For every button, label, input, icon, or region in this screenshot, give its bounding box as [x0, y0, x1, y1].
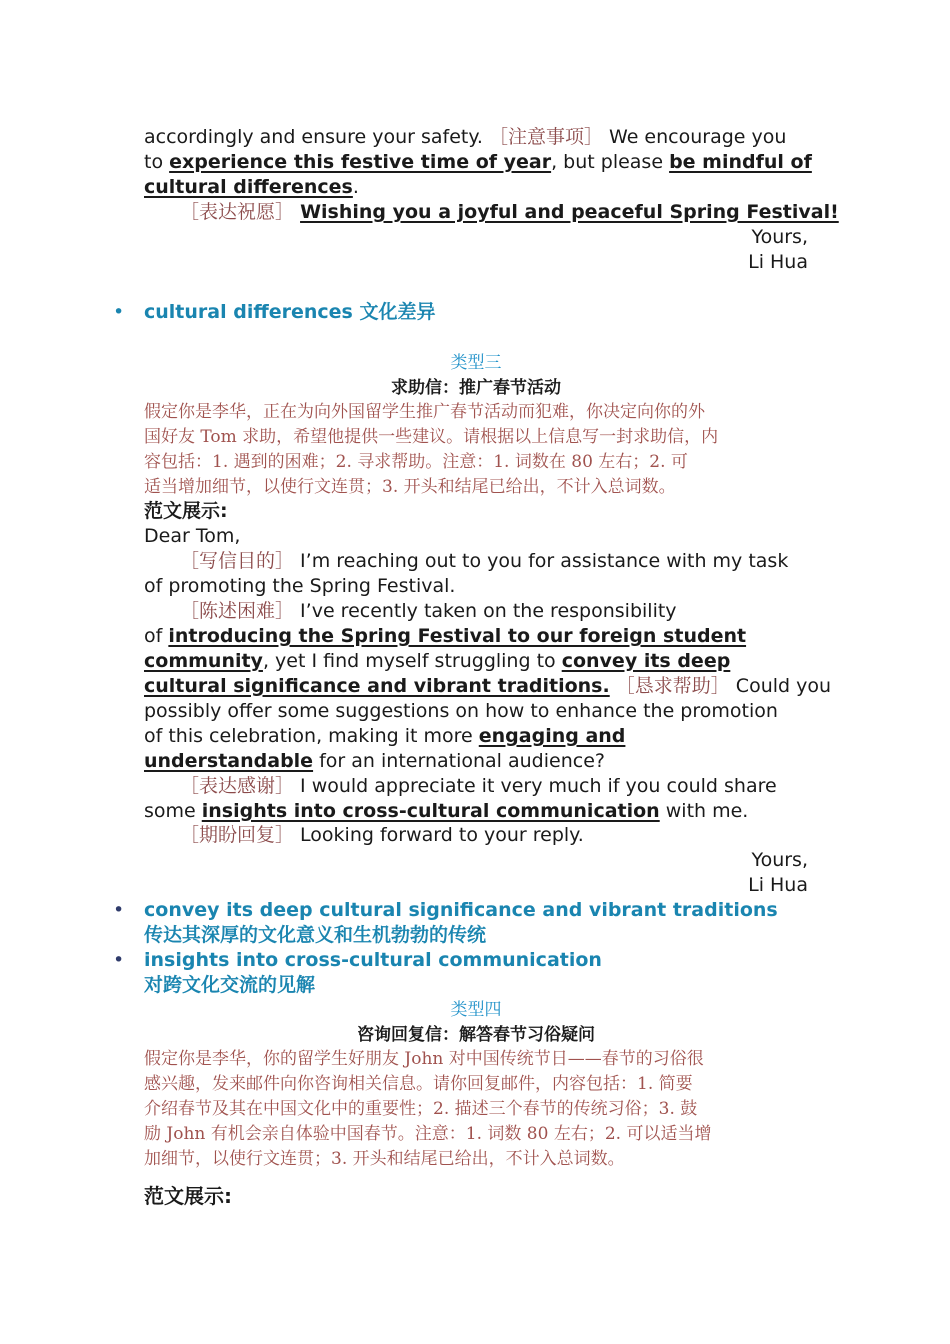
signature: Li Hua [748, 251, 808, 273]
section-tag: ［陈述困难］ [180, 600, 295, 622]
section-title: 类型四 [450, 1000, 502, 1020]
text: Could you [729, 675, 832, 697]
vocab-en: convey its deep cultural significance and vibrant traditions [144, 899, 778, 921]
closing: Yours, [751, 226, 808, 248]
task-line: 适当增加细节，以使行文连贯；3. 开头和结尾已给出，不计入总词数。 [144, 477, 676, 497]
text: We encourage you [602, 126, 787, 148]
letter-line: of promoting the Spring Festival. [144, 575, 456, 597]
bullet: • [113, 301, 125, 323]
task-line: 加细节，以使行文连贯；3. 开头和结尾已给出，不计入总词数。 [144, 1149, 625, 1169]
task-line: 国好友 Tom 求助，希望他提供一些建议。请根据以上信息写一封求助信，内 [144, 427, 719, 447]
text: , yet I find myself struggling to [262, 650, 562, 672]
bullet: • [113, 949, 125, 971]
closing: Yours, [751, 849, 808, 871]
vocab-cn: 文化差异 [359, 301, 436, 323]
greeting: Dear Tom, [144, 525, 241, 547]
key-phrase: introducing the Spring Festival to our foreign student [168, 625, 747, 647]
text: of this celebration, making it more [144, 725, 479, 747]
letter-line [144, 175, 808, 200]
sample-label: 范文展示: [144, 500, 228, 522]
section-tag: ［恳求帮助］ [609, 675, 730, 697]
task-line: 假定你是李华，正在为向外国留学生推广春节活动而犯难，你决定向你的外 [144, 402, 705, 422]
vocab-cn: 传达其深厚的文化意义和生机勃勃的传统 [144, 924, 487, 946]
vocab-item [144, 300, 808, 325]
letter-line [144, 749, 808, 774]
section-tag: ［注意事项］ [488, 126, 603, 148]
text: . [352, 176, 359, 198]
section-tag: ［表达感谢］ [180, 775, 295, 797]
letter-line [180, 774, 808, 799]
vocab-cn: 对跨文化交流的见解 [144, 974, 316, 996]
letter-line [144, 150, 812, 175]
key-phrase: engaging and [478, 725, 626, 747]
text: I would appreciate it very much if you could share [294, 775, 777, 797]
vocab-en: insights into cross-cultural communication [144, 949, 602, 971]
text: I’m reaching out to you for assistance with my task [294, 550, 789, 572]
letter-line [144, 624, 808, 649]
letter-line [180, 599, 808, 624]
text: for an international audience? [313, 750, 605, 772]
letter-line [180, 200, 839, 225]
key-phrase: cultural differences [144, 176, 353, 198]
text: Looking forward to your reply. [294, 824, 584, 846]
text: , but please [551, 151, 670, 173]
vocab-en: cultural differences [144, 301, 360, 323]
letter-line [144, 649, 808, 674]
letter-line [180, 549, 808, 574]
letter-line [180, 823, 808, 848]
key-phrase: be mindful of [669, 151, 812, 173]
task-line: 介绍春节及其在中国文化中的重要性；2. 描述三个春节的传统习俗；3. 鼓 [144, 1099, 698, 1119]
letter-line [144, 724, 808, 749]
key-phrase: insights into cross-cultural communication [201, 800, 660, 822]
text: of [144, 625, 169, 647]
section-subtitle: 咨询回复信：解答春节习俗疑问 [357, 1025, 595, 1045]
letter-line: possibly offer some suggestions on how to enhance the promotion [144, 700, 778, 722]
section-tag: ［期盼回复］ [180, 824, 295, 846]
key-phrase: understandable [144, 750, 314, 772]
key-phrase: community [144, 650, 263, 672]
task-line: 容包括：1. 遇到的困难；2. 寻求帮助。注意：1. 词数在 80 左右；2. 可 [144, 452, 688, 472]
section-tag: ［表达祝愿］ [180, 201, 295, 223]
text: some [144, 800, 202, 822]
key-phrase: experience this festive time of year [169, 151, 552, 173]
section-title: 类型三 [450, 353, 502, 373]
letter-line [144, 674, 832, 699]
key-phrase: cultural significance and vibrant traditions. [144, 675, 610, 697]
sample-label: 范文展示: [144, 1184, 232, 1208]
letter-line [144, 799, 808, 824]
section-subtitle: 求助信：推广春节活动 [391, 378, 561, 398]
signature: Li Hua [748, 874, 808, 896]
text: accordingly and ensure your safety. [144, 126, 489, 148]
key-phrase: Wishing you a joyful and peaceful Spring Festival! [300, 201, 839, 223]
task-line: 假定你是李华，你的留学生好朋友 John 对中国传统节日——春节的习俗很 [144, 1049, 704, 1069]
letter-line [144, 125, 808, 150]
section-tag: ［写信目的］ [180, 550, 295, 572]
text: to [144, 151, 170, 173]
key-phrase: convey its deep [561, 650, 731, 672]
task-line: 感兴趣，发来邮件向你咨询相关信息。请你回复邮件，内容包括：1. 简要 [144, 1074, 693, 1094]
task-line: 励 John 有机会亲自体验中国春节。注意：1. 词数 80 左右；2. 可以适当增 [144, 1124, 712, 1144]
bullet: • [113, 899, 125, 921]
text: I’ve recently taken on the responsibility [294, 600, 677, 622]
text: with me. [659, 800, 749, 822]
